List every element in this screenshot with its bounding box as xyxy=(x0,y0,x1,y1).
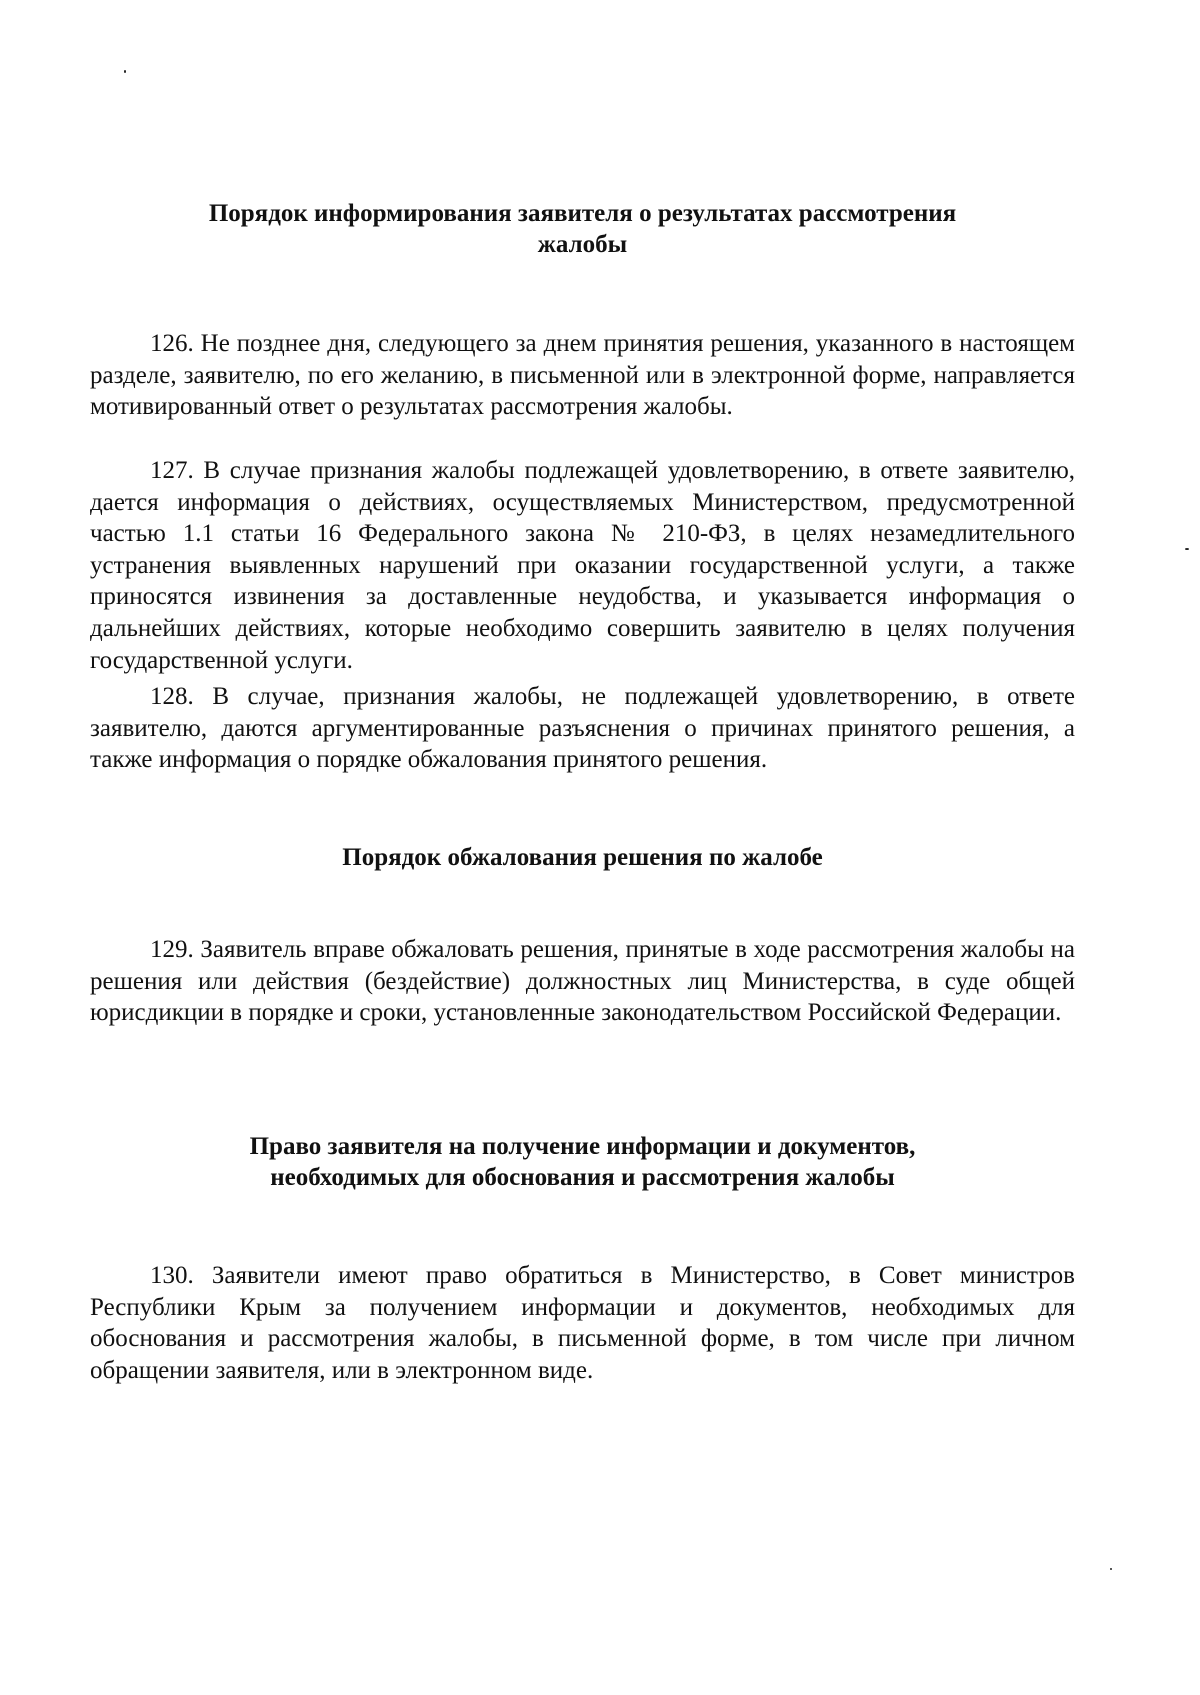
section-heading-right-to-information xyxy=(90,1131,1075,1193)
heading-line: Порядок информирования заявителя о результатах рассмотрения xyxy=(208,200,957,227)
paragraph-128: 128. В случае, признания жалобы, не подлежащей удовлетворению, в ответе заявителю, даются аргументированные разъяснения о причинах принятого решения, а также информация о порядке обжалования принятого решения. xyxy=(90,683,1075,774)
section-heading-informing xyxy=(90,198,1075,260)
scan-speck xyxy=(1110,1568,1112,1570)
paragraph-130: 130. Заявители имеют право обратиться в Министерство, в Совет министров Республики Крым за получением информации и документов, необходимых для обоснования и рассмотрения жалобы, в письменной форме, в том числе при личном обращении заявителя, или в электронном виде. xyxy=(90,1262,1075,1384)
scan-speck xyxy=(1185,548,1189,550)
heading-line: Порядок обжалования решения по жалобе xyxy=(342,844,823,871)
scan-speck xyxy=(124,70,126,73)
heading-line: Право заявителя на получение информации и документов, xyxy=(249,1133,916,1160)
heading-line: жалобы xyxy=(537,231,628,258)
paragraph-127: 127. В случае признания жалобы подлежащей удовлетворению, в ответе заявителю, дается информация о действиях, осуществляемых Министерством, предусмотренной частью 1.1 статьи 16 Федерального закона № 210-ФЗ, в целях незамедлительного устранения выявленных нарушений при оказании государственной услуги, а также приносятся извинения за доставленные неудобства, и указывается информация о дальнейших действиях, которые необходимо совершить заявителю в целях получения государственной услуги. xyxy=(90,457,1075,674)
paragraph-129: 129. Заявитель вправе обжаловать решения, принятые в ходе рассмотрения жалобы на решения или действия (бездействие) должностных лиц Министерства, в суде общей юрисдикции в порядке и сроки, установленные законодательством Российской Федерации. xyxy=(90,936,1075,1027)
section-heading-appeal xyxy=(90,842,1075,873)
heading-line: необходимых для обоснования и рассмотрения жалобы xyxy=(270,1164,895,1191)
paragraph-126: 126. Не позднее дня, следующего за днем принятия решения, указанного в настоящем разделе, заявителю, по его желанию, в письменной или в электронной форме, направляется мотивированный ответ о результатах рассмотрения жалобы. xyxy=(90,330,1075,421)
